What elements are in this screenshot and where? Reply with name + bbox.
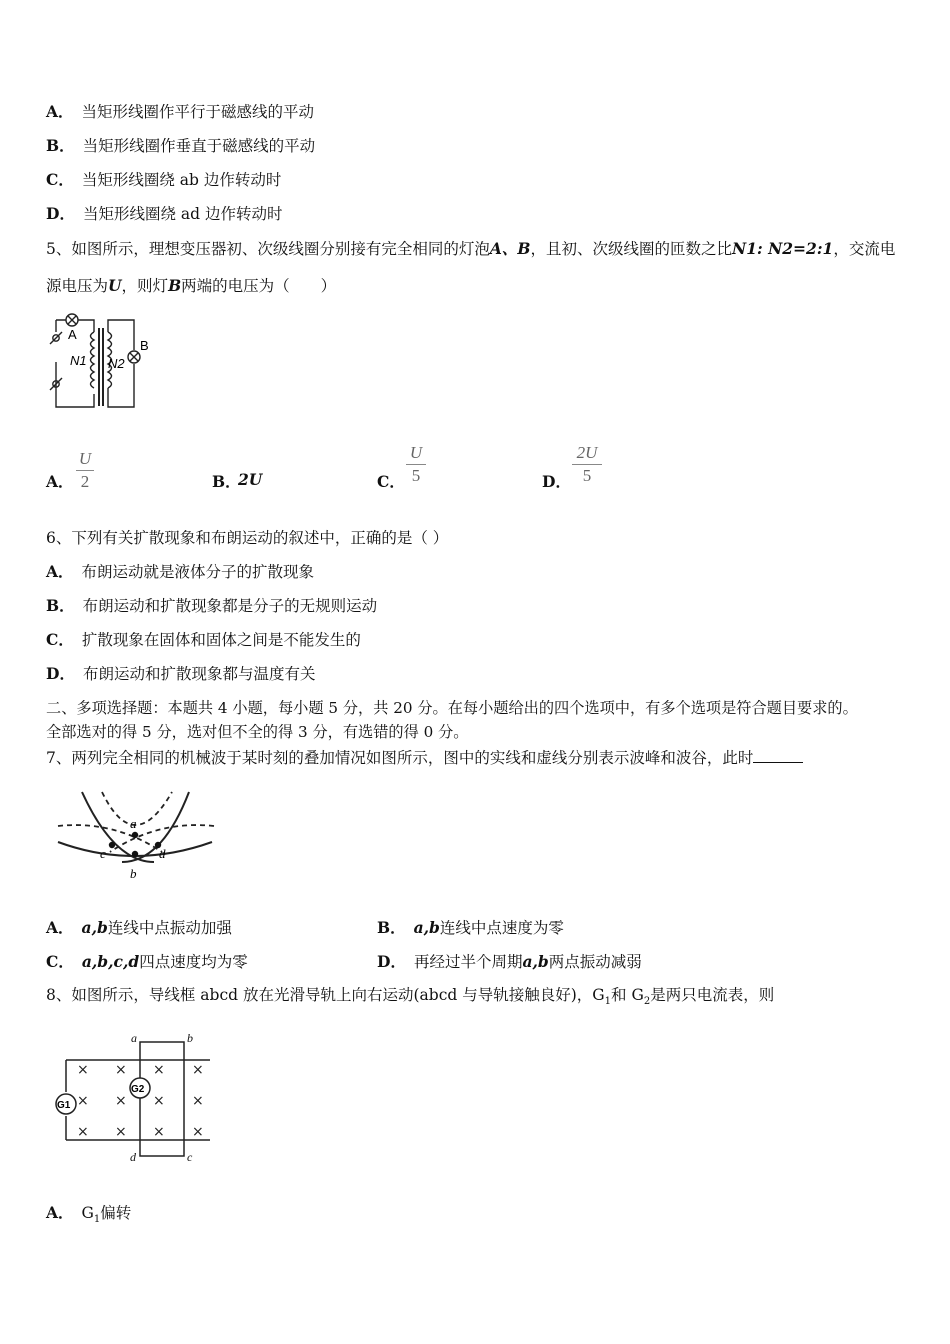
cross-mark: × bbox=[115, 1124, 127, 1140]
q6-stem: 6、下列有关扩散现象和布朗运动的叙述中，正确的是（ ） bbox=[46, 529, 449, 547]
n2-label: N2 bbox=[108, 356, 125, 371]
subscript: 2 bbox=[643, 996, 651, 1008]
option-text: 偏转 bbox=[100, 1204, 132, 1222]
q7-option-b bbox=[377, 916, 564, 938]
frame-corner-c: c bbox=[187, 1150, 193, 1164]
q7-option-a bbox=[46, 916, 232, 938]
option-text: 两点振动减弱 bbox=[548, 953, 642, 971]
q6-option-b bbox=[46, 596, 377, 616]
option-text: 布朗运动就是液体分子的扩散现象 bbox=[81, 563, 315, 581]
q5-option-d-label: D． bbox=[542, 472, 571, 491]
q4-option-b bbox=[46, 136, 315, 156]
wave-interference-figure bbox=[54, 790, 219, 882]
q5-text: ，交流电 bbox=[833, 240, 896, 258]
q5-stem-line2 bbox=[46, 276, 336, 296]
q5-option-c-label: C． bbox=[377, 472, 405, 491]
q6-option-d bbox=[46, 664, 315, 684]
option-var: a,b bbox=[522, 952, 549, 971]
cross-mark: × bbox=[77, 1062, 89, 1078]
cross-mark: × bbox=[153, 1062, 165, 1078]
option-label: B． bbox=[46, 596, 75, 615]
q5-option-b-label: B． bbox=[212, 472, 241, 491]
option-var: a,b bbox=[81, 918, 108, 937]
cross-mark: × bbox=[77, 1093, 89, 1109]
point-c-label: c bbox=[100, 846, 106, 861]
q8-text: 是两只电流表，则 bbox=[650, 986, 775, 1004]
q5-text: 5、如图所示，理想变压器初、次级线圈分别接有完全相同的灯泡 bbox=[46, 240, 490, 258]
q5-stem-line1 bbox=[46, 239, 895, 259]
option-label: A． bbox=[46, 102, 74, 121]
option-text: 连线中点速度为零 bbox=[439, 919, 564, 937]
n1-label: N1 bbox=[70, 353, 87, 368]
q8-text: 和 G bbox=[611, 986, 644, 1004]
q7-option-c bbox=[46, 950, 248, 972]
subscript: 1 bbox=[93, 1214, 101, 1226]
option-text: 当矩形线圈作平行于磁感线的平动 bbox=[81, 103, 315, 121]
fraction-denominator: 5 bbox=[582, 466, 592, 485]
option-text: G bbox=[81, 1204, 94, 1222]
option-label: D． bbox=[46, 204, 75, 223]
q4-option-c bbox=[46, 170, 281, 190]
transformer-figure bbox=[44, 310, 159, 410]
option-label: A． bbox=[46, 562, 74, 581]
cross-mark: × bbox=[115, 1093, 127, 1109]
option-text: 当矩形线圈绕 ad 边作转动时 bbox=[82, 205, 283, 223]
lamp-a-label: A bbox=[68, 327, 77, 342]
cross-mark: × bbox=[115, 1062, 127, 1078]
option-label: C． bbox=[46, 952, 74, 971]
option-text: 当矩形线圈绕 ab 边作转动时 bbox=[81, 171, 282, 189]
g1-label: G1 bbox=[57, 1100, 71, 1111]
q5-text: ，且初、次级线圈的匝数之比 bbox=[530, 240, 733, 258]
option-text: 布朗运动和扩散现象都是分子的无规则运动 bbox=[82, 597, 378, 615]
option-var: a,b bbox=[413, 918, 440, 937]
fraction-numerator: U bbox=[78, 449, 92, 468]
option-text: 再经过半个周期 bbox=[413, 953, 523, 971]
q4-option-d bbox=[46, 204, 282, 224]
option-label: C． bbox=[46, 630, 74, 649]
q7-stem-text: 7、两列完全相同的机械波于某时刻的叠加情况如图所示，图中的实线和虚线分别表示波峰和波谷，此时 bbox=[46, 749, 754, 767]
q5-turns-ratio: N1: N2=2:1 bbox=[732, 239, 834, 258]
fraction-numerator: 2U bbox=[576, 443, 598, 462]
option-text: 连线中点振动加强 bbox=[107, 919, 232, 937]
q6-option-c bbox=[46, 630, 361, 650]
answer-blank bbox=[753, 748, 803, 763]
section2-heading-line1: 二、多项选择题：本题共 4 小题，每小题 5 分，共 20 分。在每小题给出的四个选项中，有多个选项是符合题目要求的。 bbox=[46, 699, 858, 717]
q5-option-b-value bbox=[238, 470, 262, 489]
lamp-b-label: B bbox=[140, 338, 149, 353]
q5-voltage-var: U bbox=[108, 276, 122, 295]
q5-lamp-b: B bbox=[168, 276, 182, 295]
fraction-denominator: 2 bbox=[80, 472, 90, 491]
q8-stem bbox=[46, 985, 774, 1012]
subscript: 1 bbox=[604, 996, 612, 1008]
option-label: D． bbox=[377, 952, 406, 971]
option-text: 布朗运动和扩散现象都与温度有关 bbox=[82, 665, 316, 683]
cross-mark: × bbox=[192, 1093, 204, 1109]
q5-text: 源电压为 bbox=[46, 277, 109, 295]
option-label: A． bbox=[46, 1203, 74, 1222]
fraction-bar bbox=[572, 464, 602, 465]
frame-corner-d: d bbox=[130, 1150, 136, 1164]
q5-option-a-label: A． bbox=[46, 472, 74, 491]
q8-option-a bbox=[46, 1203, 131, 1230]
option-var: a,b,c,d bbox=[81, 952, 140, 971]
point-b-label: b bbox=[130, 866, 137, 881]
fraction-denominator: 5 bbox=[411, 466, 421, 485]
q7-stem bbox=[46, 748, 803, 768]
option-label: B． bbox=[46, 136, 75, 155]
q5-text: ，则灯 bbox=[121, 277, 169, 295]
point-a-label: a bbox=[130, 816, 137, 831]
frame-corner-b: b bbox=[187, 1031, 193, 1045]
option-label: B． bbox=[377, 918, 406, 937]
q6-option-a bbox=[46, 562, 314, 582]
q8-text: 8、如图所示，导线框 abcd 放在光滑导轨上向右运动(abcd 与导轨接触良好)，G bbox=[46, 986, 605, 1004]
g2-label: G2 bbox=[131, 1084, 145, 1095]
cross-mark: × bbox=[153, 1124, 165, 1140]
q5-text: 两端的电压为（ ） bbox=[181, 277, 337, 295]
cross-mark: × bbox=[192, 1124, 204, 1140]
fraction-bar bbox=[76, 470, 94, 471]
q5-option-d-fraction bbox=[572, 444, 602, 485]
point-d-label: d bbox=[159, 846, 166, 861]
q4-option-a bbox=[46, 102, 314, 122]
option-text: 四点速度均为零 bbox=[139, 953, 248, 971]
option-text: 扩散现象在固体和固体之间是不能发生的 bbox=[81, 631, 361, 649]
fraction-bar bbox=[406, 464, 426, 465]
option-label: D． bbox=[46, 664, 75, 683]
q7-option-d bbox=[377, 950, 642, 972]
q5-lamps: A、B bbox=[489, 239, 531, 258]
q5-option-a-fraction bbox=[76, 450, 94, 491]
fraction-numerator: U bbox=[409, 443, 423, 462]
option-text: 当矩形线圈作垂直于磁感线的平动 bbox=[82, 137, 316, 155]
cross-mark: × bbox=[77, 1124, 89, 1140]
frame-corner-a: a bbox=[131, 1031, 137, 1045]
cross-mark: × bbox=[153, 1093, 165, 1109]
q5-option-c-fraction bbox=[406, 444, 426, 485]
conducting-frame-figure bbox=[50, 1030, 215, 1165]
cross-mark: × bbox=[192, 1062, 204, 1078]
option-label: C． bbox=[46, 170, 74, 189]
section2-heading-line2: 全部选对的得 5 分，选对但不全的得 3 分，有选错的得 0 分。 bbox=[46, 723, 469, 741]
option-label: A． bbox=[46, 918, 74, 937]
option-b-text: 2U bbox=[238, 470, 263, 489]
